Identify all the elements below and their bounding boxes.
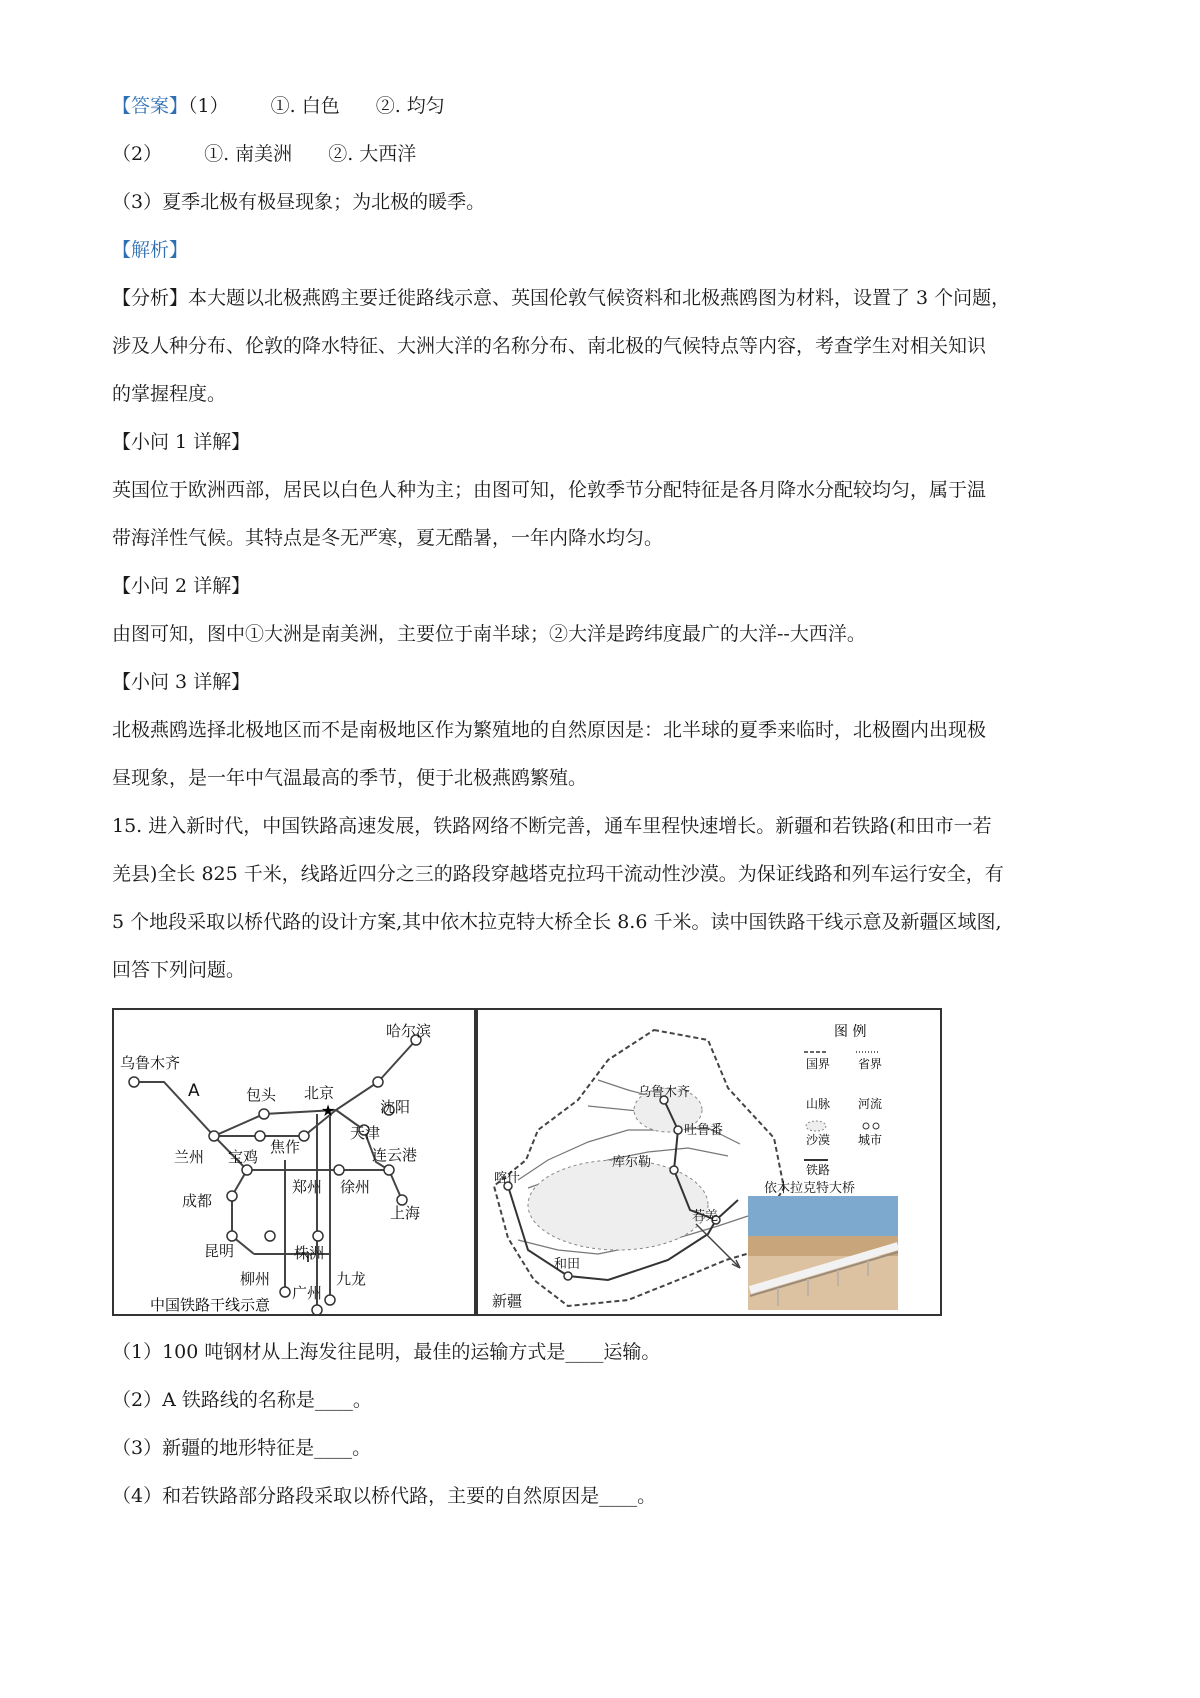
analysis-label: 【解析】 [112,239,189,261]
subquestion-3-line-2: 昼现象，是一年中气温最高的季节，便于北极燕鸥繁殖。 [112,767,588,789]
question-15-line-2: 羌县)全长 825 千米，线路近四分之三的路段穿越塔克拉玛干流动性沙漠。为保证线路和列车运行安全，有 [112,863,1004,885]
line-a-label: A [188,1081,200,1101]
city-zhuzhou: 株洲 [294,1244,325,1262]
city-baotou: 包头 [246,1086,277,1104]
legend-desert: 沙漠 [806,1133,831,1147]
sub-question-4: （4）和若铁路部分路段采取以桥代路，主要的自然原因是____。 [112,1485,657,1507]
place-hotan: 和田 [554,1257,581,1272]
city-zhengzhou: 郑州 [292,1178,323,1196]
place-urumqi: 乌鲁木齐 [638,1085,691,1100]
bridge-photo [748,1196,898,1310]
legend-city: 城市 [858,1133,883,1147]
place-kashgar: 喀什 [494,1171,521,1186]
city-kunming: 昆明 [204,1242,235,1260]
subquestion-2-line: 由图可知，图中①大洲是南美洲，主要位于南半球；②大洋是跨纬度最广的大洋--大西洋。 [112,623,866,645]
sub-question-1: （1）100 吨钢材从上海发往昆明，最佳的运输方式是____运输。 [112,1341,661,1363]
subquestion-3-heading: 【小问 3 详解】 [112,671,251,693]
xinjiang-map [478,1010,940,1314]
place-ruoqiang: 若羌 [692,1209,719,1224]
railway-map [114,1010,474,1314]
answer-label: 【答案】 [112,95,189,117]
question-15-line-4: 回答下列问题。 [112,959,246,981]
analysis-intro-line-1: 【分析】本大题以北极燕鸥主要迁徙路线示意、英国伦敦气候资料和北极燕鸥图为材料，设置了 3 个问题， [112,287,1011,309]
city-harbin: 哈尔滨 [386,1022,432,1040]
answer-line-2 [112,142,416,166]
question-15-line-3: 5 个地段采取以桥代路的设计方案,其中依木拉克特大桥全长 8.6 千米。读中国铁路干线示意及新疆区域图, [112,911,1002,933]
map-legend [804,1024,882,1177]
legend-title: 图 例 [834,1024,867,1040]
sub-question-2: （2）A 铁路线的名称是____。 [112,1389,372,1411]
analysis-intro-line-2: 涉及人种分布、伦敦的降水特征、大洲大洋的名称分布、南北极的气候特点等内容，考查学生对相关知识 [112,335,987,357]
analysis-intro-line-3: 的掌握程度。 [112,383,227,405]
sub-question-3: （3）新疆的地形特征是____。 [112,1437,372,1459]
city-urumqi: 乌鲁木齐 [120,1054,181,1072]
city-beijing: 北京 [304,1084,335,1102]
legend-railway: 铁路 [806,1163,831,1177]
answer-q2-a: ①. 南美洲 [204,143,293,165]
beijing-star: ★ [320,1101,336,1120]
subquestion-1-line-1: 英国位于欧洲西部，居民以白色人种为主；由图可知，伦敦季节分配特征是各月降水分配较均匀，属于温 [112,479,987,501]
answer-q2-b: ②. 大西洋 [328,143,417,165]
city-chengdu: 成都 [182,1192,213,1210]
railway-map-caption: 中国铁路干线示意 [150,1296,271,1314]
legend-provincial-border: 省界 [858,1057,883,1071]
city-shanghai: 上海 [390,1204,421,1222]
subquestion-1-line-2: 带海洋性气候。其特点是冬无严寒，夏无酷暑，一年内降水均匀。 [112,527,664,549]
place-korla: 库尔勒 [612,1155,652,1170]
city-tianjin: 天津 [350,1124,381,1142]
answer-line-1 [112,94,445,118]
railway-map-figure [112,1008,476,1316]
answer-q1-number: （1） [188,95,229,117]
city-guangzhou: 广州 [292,1284,323,1302]
city-lianyungang: 连云港 [372,1146,418,1164]
bridge-label: 依木拉克特大桥 [764,1181,856,1196]
city-kowloon: 九龙 [336,1270,367,1288]
answer-q1-b: ②. 均匀 [375,95,445,117]
city-lanzhou: 兰州 [174,1148,205,1166]
city-liuzhou: 柳州 [240,1270,271,1288]
answer-q2-number: （2） [112,143,163,165]
city-shenyang: 沈阳 [380,1098,411,1116]
place-turpan: 吐鲁番 [684,1123,724,1138]
city-baoji: 宝鸡 [228,1148,259,1166]
xinjiang-map-figure [476,1008,942,1316]
legend-mountain: 山脉 [806,1097,831,1111]
city-jiaozuo: 焦作 [270,1138,301,1156]
legend-river: 河流 [858,1097,883,1111]
subquestion-3-line-1: 北极燕鸥选择北极地区而不是南极地区作为繁殖地的自然原因是：北半球的夏季来临时，北极圈内出现极 [112,719,987,741]
legend-national-border: 国界 [806,1057,831,1071]
answer-line-3: （3）夏季北极有极昼现象；为北极的暖季。 [112,191,486,213]
subquestion-2-heading: 【小问 2 详解】 [112,575,251,597]
city-xuzhou: 徐州 [340,1178,371,1196]
answer-q1-a: ①. 白色 [270,95,340,117]
subquestion-1-heading: 【小问 1 详解】 [112,431,251,453]
question-15-line-1: 15. 进入新时代，中国铁路高速发展，铁路网络不断完善，通车里程快速增长。新疆和若铁路(和田市一若 [112,815,992,837]
xinjiang-map-caption: 新疆 [492,1292,523,1310]
